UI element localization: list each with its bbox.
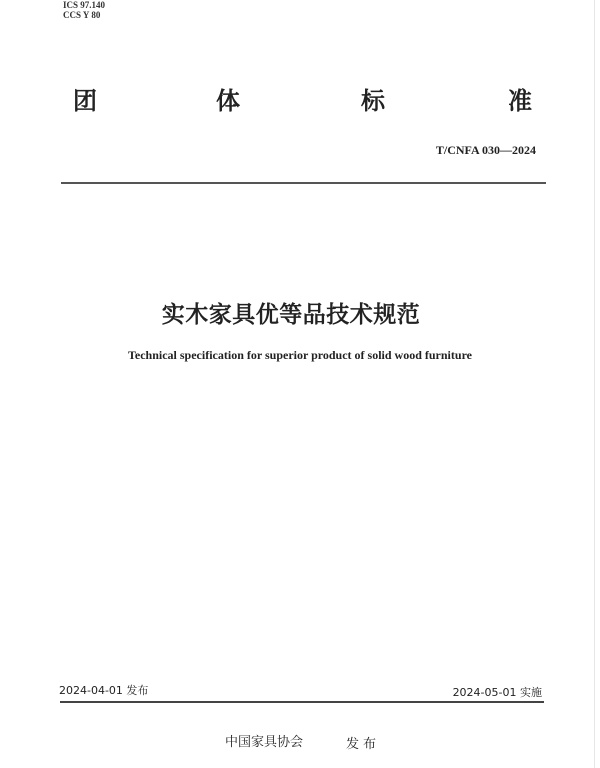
title-chinese-text: 实木家具优等品技术规范	[161, 302, 421, 328]
standard-type-heading	[0, 86, 600, 120]
ics-code: ICS 97.140	[63, 0, 106, 10]
standard-type-char: 标	[361, 87, 385, 115]
standard-type-char: 团	[73, 87, 97, 115]
title-chinese	[0, 296, 600, 329]
title-english: Technical specification for superior product of solid wood furniture	[127, 348, 472, 362]
ccs-code: CCS Y 80	[63, 10, 101, 20]
issue-label: 发布	[346, 737, 381, 752]
standard-type-char: 准	[508, 87, 532, 115]
issuing-organization: 中国家具协会	[225, 735, 304, 750]
bottom-divider	[60, 701, 544, 703]
publish-date: 2024-04-01 发布	[59, 684, 149, 697]
standard-type-char: 体	[216, 87, 240, 115]
standard-code: T/CNFA 030—2024	[435, 143, 536, 157]
scan-edge	[594, 0, 595, 768]
implementation-date: 2024-05-01 实施	[452, 686, 542, 699]
top-divider	[61, 182, 546, 184]
